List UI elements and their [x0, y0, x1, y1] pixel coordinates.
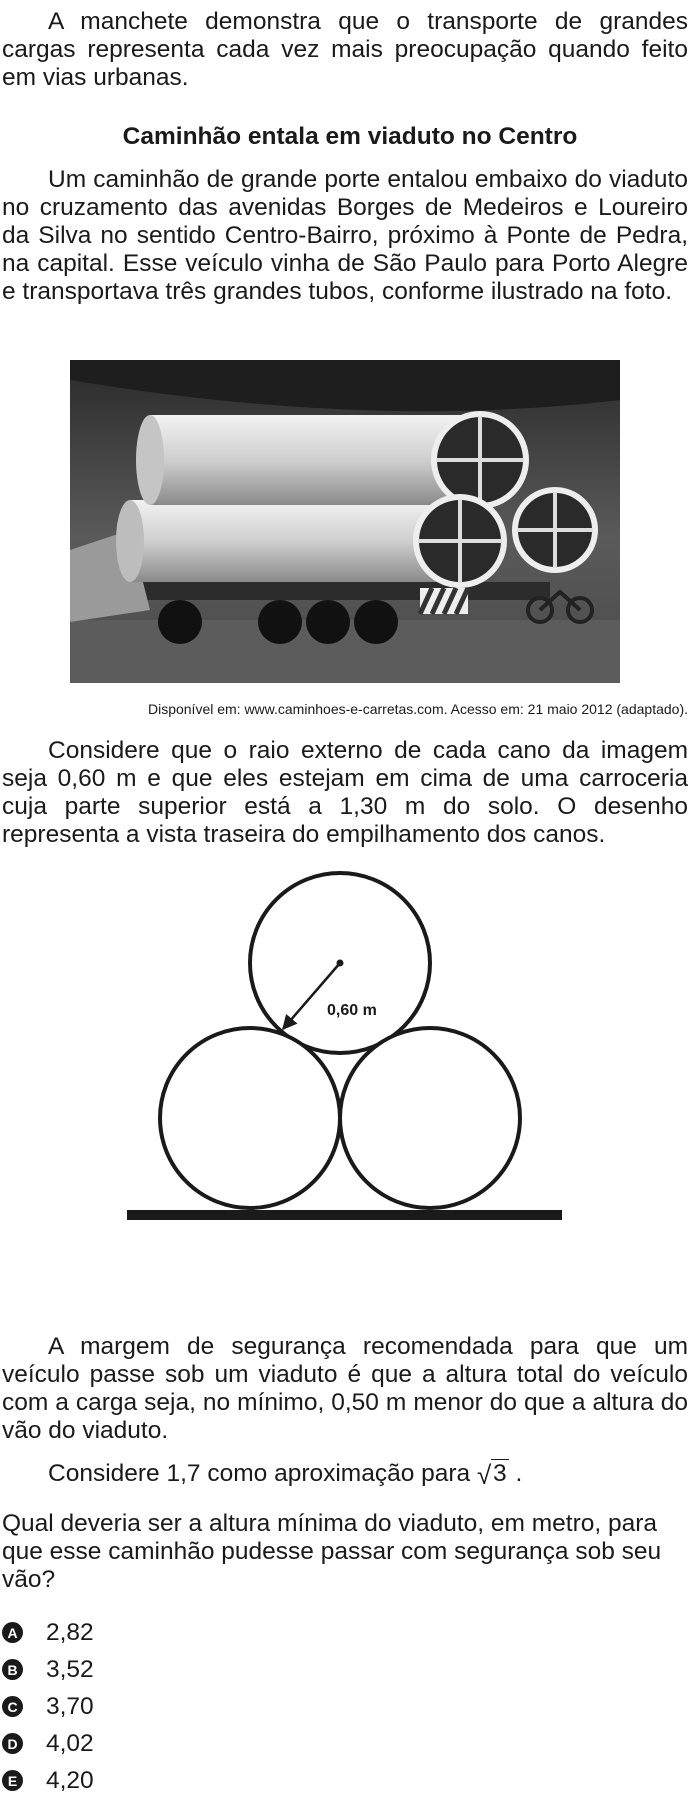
approx-suffix: . — [515, 1460, 523, 1487]
sqrt-radicand: 3 — [492, 1460, 507, 1487]
option-value: 2,82 — [46, 1618, 94, 1646]
approx-prefix: Considere 1,7 como aproximação para — [48, 1460, 471, 1487]
sqrt-symbol: √ 3 — [476, 1460, 507, 1490]
option-value: 3,70 — [46, 1692, 94, 1720]
option-letter-badge: A — [2, 1622, 23, 1643]
radius-label: 0,60 m — [327, 1002, 377, 1019]
option-letter-badge: E — [2, 1770, 23, 1791]
option-value: 4,20 — [46, 1766, 94, 1794]
approximation-line — [48, 1460, 688, 1488]
option-d[interactable] — [2, 1725, 94, 1762]
truck-pipes-photo — [70, 360, 620, 683]
option-letter-badge: D — [2, 1733, 23, 1754]
photo-caption: Disponível em: www.caminhoes-e-carretas.com. Acesso em: 21 maio 2012 (adaptado). — [147, 701, 688, 717]
option-value: 4,02 — [46, 1729, 94, 1757]
question-text: Qual deveria ser a altura mínima do viaduto, em metro, para que esse caminhão pudesse passar com segurança sob seu vão? — [2, 1510, 662, 1593]
option-letter-badge: B — [2, 1659, 23, 1680]
left-pipe-circle — [160, 1028, 340, 1208]
intro-paragraph: A manchete demonstra que o transporte de grandes cargas representa cada vez mais preocupação quando feito em vias urbanas. — [2, 8, 688, 91]
option-c[interactable] — [2, 1688, 94, 1725]
headline: Caminhão entala em viaduto no Centro — [122, 123, 578, 150]
option-b[interactable] — [2, 1651, 94, 1688]
option-e[interactable] — [2, 1762, 94, 1799]
option-value: 3,52 — [46, 1655, 94, 1683]
answer-options — [2, 1614, 94, 1799]
truck-bed-line — [127, 1210, 562, 1220]
pipes-stack-diagram — [0, 860, 700, 1230]
right-pipe-circle — [340, 1028, 520, 1208]
consider-paragraph: Considere que o raio externo de cada cano da imagem seja 0,60 m e que eles estejam em cima de uma carroceria cuja parte superior está a 1,30 m do solo. O desenho representa a vista traseira do empilhamento dos canos. — [2, 737, 688, 848]
safety-margin-paragraph: A margem de segurança recomendada para que um veículo passe sob um viaduto é que a altura total do veículo com a carga seja, no mínimo, 0,50 m menor do que a altura do vão do viaduto. — [2, 1333, 688, 1444]
article-paragraph: Um caminhão de grande porte entalou embaixo do viaduto no cruzamento das avenidas Borges de Medeiros e Loureiro da Silva no sentido Centro-Bairro, próximo à Ponte de Pedra, na capital. Esse veículo vinha de São Paulo para Porto Alegre e transportava três grandes tubos, conforme ilustrado na foto. — [2, 166, 688, 305]
option-a[interactable] — [2, 1614, 94, 1651]
option-letter-badge: C — [2, 1696, 23, 1717]
